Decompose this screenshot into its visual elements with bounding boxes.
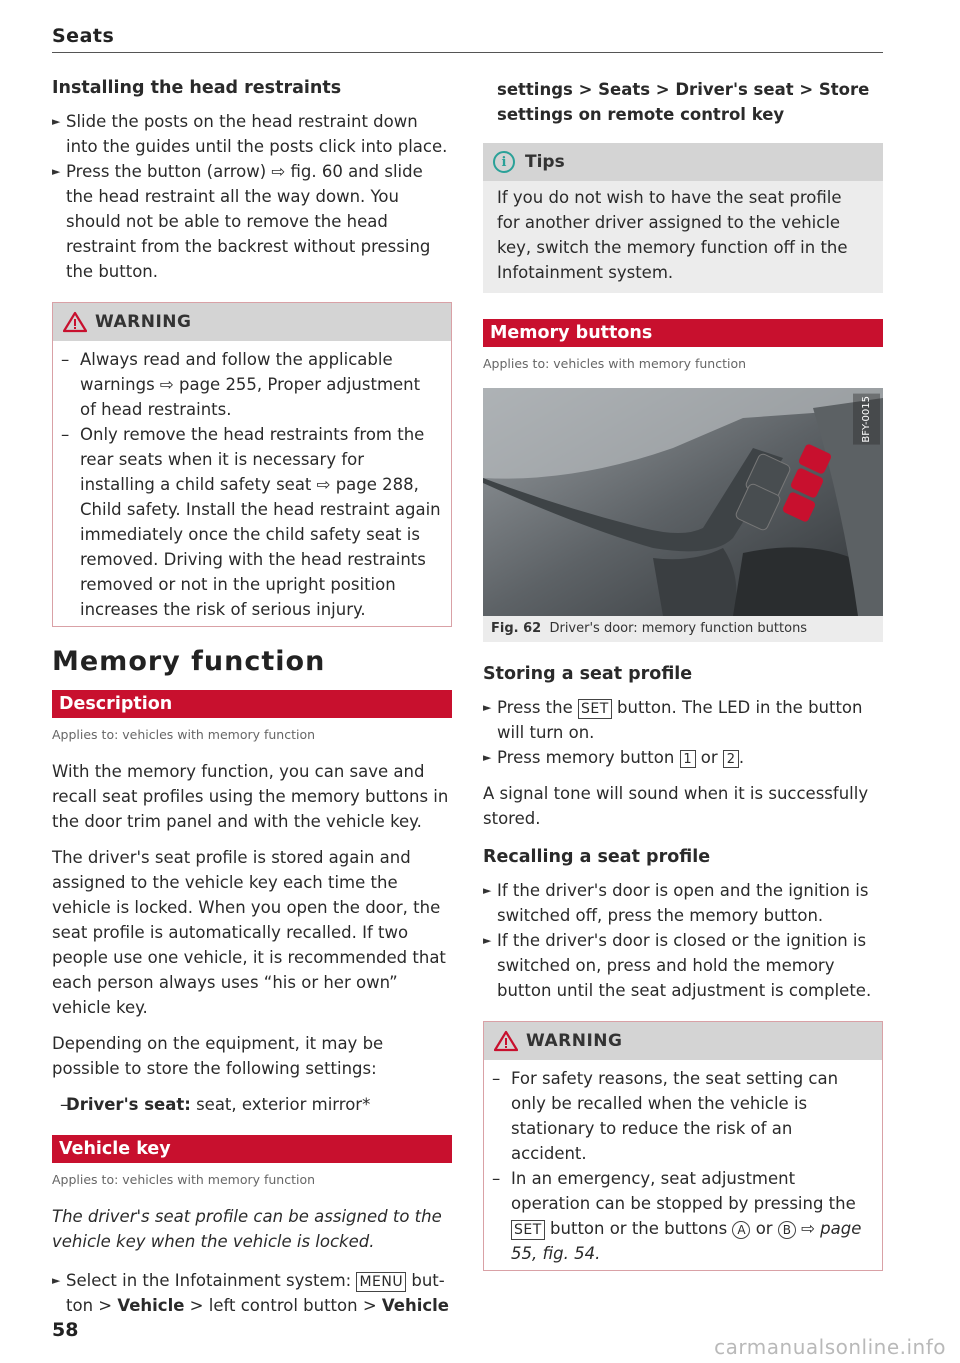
warning-box-head-restraints	[52, 302, 452, 627]
figure-caption	[483, 616, 883, 642]
button-text: but-ton >	[66, 1271, 445, 1315]
vehicle-menu-label-2: Vehicle	[381, 1296, 449, 1315]
right-column	[483, 76, 883, 1271]
tips-text: If you do not wish to have the seat profile for another driver assigned to the vehicle key, switch the memory function off in the Infotainment system.	[497, 188, 848, 282]
recall-bullet-1: ► If the driver's door is open and the ignition is switched off, press the memory button.	[483, 878, 883, 928]
warning-item-1: – Always read and follow the applicable warnings ⇨ page 255, Proper adjustment of head restraints.	[53, 347, 451, 422]
description-paragraph-3: Depending on the equipment, it may be possible to store the following settings:	[52, 1034, 384, 1078]
vehicle-menu-label: Vehicle	[117, 1296, 185, 1315]
tips-label: Tips	[525, 151, 565, 172]
recall-bullet-2: ► If the driver's door is closed or the ignition is switched on, press and hold the memory button until the seat adjustment is complete.	[483, 928, 883, 1003]
or-text: or	[700, 748, 718, 767]
door-memory-buttons-figure	[483, 388, 883, 616]
install-heading: Installing the head restraints	[52, 78, 342, 98]
install-bullet-2: ► Press the button (arrow) ⇨ fig. 60 and slide the head restraint all the way down. You should not be able to remove the head restraint from the backrest without pressing the button.	[52, 159, 452, 284]
install-bullet-1: ► Slide the posts on the head restraint down into the guides until the posts click into place.	[52, 109, 452, 159]
storing-heading: Storing a seat profile	[483, 664, 693, 684]
left-column	[52, 76, 452, 1318]
left-control-text: > left control button >	[184, 1296, 382, 1315]
memory-key-1: 1	[680, 750, 696, 768]
storing-bullet-2: ► Press memory button 1 or 2 .	[483, 745, 883, 770]
select-text: Select in the Infotainment system:	[66, 1271, 352, 1290]
watermark: carmanualsonline.info	[714, 1335, 946, 1359]
warning-header-2	[484, 1022, 882, 1060]
set-key-2: SET	[511, 1220, 545, 1240]
warning2-item-2-a: In an emergency, seat adjustment operation can be stopped by pressing the	[511, 1169, 856, 1213]
press-the-text: Press the	[497, 698, 573, 717]
set-key: SET	[578, 699, 612, 719]
warning2-item-1: – For safety reasons, the seat setting can only be recalled when the vehicle is stationary to reduce the risk of an accident.	[484, 1066, 882, 1166]
vehicle-key-section-bar: Vehicle key	[52, 1135, 452, 1163]
button-a-icon: A	[732, 1221, 750, 1239]
warning2-item-2-b: button or the buttons	[550, 1219, 728, 1238]
warning-item-2: – Only remove the head restraints from the rear seats when it is necessary for installing a child safety seat ⇨ page 288, Child safety. Install the head restraint again immediately once the child safety seat is removed. Driving with the head restraints removed or not in the upright position increases the risk of serious injury.	[53, 422, 451, 622]
signal-tone-text: A signal tone will sound when it is successfully stored.	[483, 784, 869, 828]
vehicle-key-italic-text: The driver's seat profile can be assigned to the vehicle key when the vehicle is locked.	[52, 1207, 442, 1251]
settings-path: settings > Seats > Driver's seat > Store settings on remote control key	[497, 80, 870, 124]
warning-header	[53, 303, 451, 341]
door-panel-illustration	[483, 388, 883, 616]
button-b-icon: B	[778, 1221, 796, 1239]
recalling-heading: Recalling a seat profile	[483, 847, 711, 867]
page-number: 58	[52, 1319, 79, 1341]
warning2-ref: ⇨ page 55, fig. 54.	[511, 1219, 862, 1263]
applies-to-text-3: Applies to: vehicles with memory function	[483, 356, 747, 371]
memory-function-title: Memory function	[52, 646, 326, 677]
info-icon: i	[493, 151, 515, 173]
warning-triangle-icon	[63, 311, 87, 333]
warning-label: WARNING	[95, 311, 192, 332]
tips-box	[483, 143, 883, 293]
memory-buttons-section-bar: Memory buttons	[483, 319, 883, 347]
description-paragraph-1: With the memory function, you can save and recall seat profiles using the memory buttons in the door trim panel and with the vehicle key.	[52, 762, 449, 831]
header-rule	[52, 52, 883, 53]
storing-bullet-1	[483, 695, 883, 745]
figure-caption-text: Driver's door: memory function buttons	[549, 621, 808, 636]
button-led-text: button. The LED in the button will turn on.	[497, 698, 863, 742]
warning-label-2: WARNING	[526, 1030, 623, 1051]
driver-seat-setting	[52, 1092, 452, 1117]
tips-header	[483, 143, 883, 181]
select-infotainment-bullet	[52, 1268, 452, 1318]
figure-label: Fig. 62	[491, 621, 542, 636]
driver-seat-label: Driver's seat:	[66, 1095, 191, 1114]
menu-key: MENU	[356, 1272, 406, 1292]
warning2-item-2	[484, 1166, 882, 1266]
warning-box-memory	[483, 1021, 883, 1271]
description-paragraph-2: The driver's seat profile is stored again and assigned to the vehicle key each time the vehicle is locked. When you open the door, the seat profile is automatically recalled. If two people use one vehicle, it is recommended that each person always uses “his or her own” vehicle key.	[52, 848, 446, 1017]
applies-to-text-2: Applies to: vehicles with memory function	[52, 1172, 316, 1187]
press-memory-text: Press memory button	[497, 748, 675, 767]
driver-seat-text: seat, exterior mirror*	[190, 1095, 371, 1114]
page-header-title: Seats	[52, 25, 115, 47]
memory-key-2: 2	[723, 750, 739, 768]
warning-triangle-icon	[494, 1030, 518, 1052]
applies-to-text: Applies to: vehicles with memory function	[52, 727, 316, 742]
description-section-bar: Description	[52, 690, 452, 718]
figure-code: BFY-0015	[853, 394, 880, 445]
warning2-or: or	[755, 1219, 773, 1238]
